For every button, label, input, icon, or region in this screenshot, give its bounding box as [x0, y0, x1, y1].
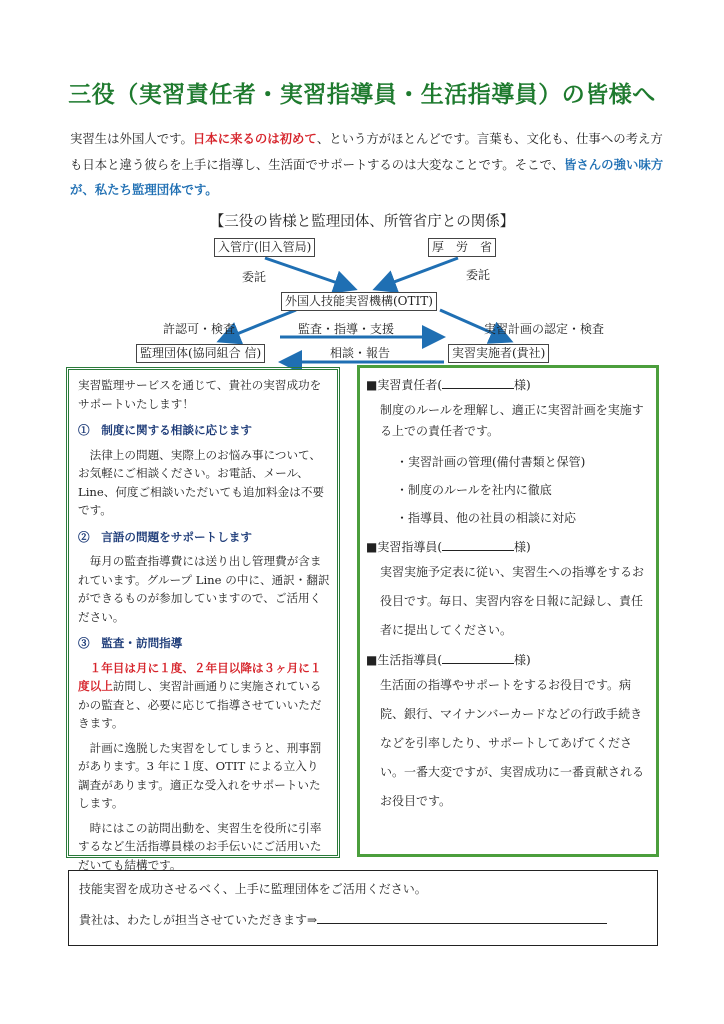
section-audit-text-2: 計画に逸脱した実習をしてしまうと、刑事罰があります。3 年に１度、OTIT による立入り調査があります。適正な受入れをサポートいたします。 — [78, 740, 322, 810]
node-union: 監理団体(協同組合 信) — [136, 344, 265, 363]
contact-line-2-text: 貴社は、わたしが担当させていただきます⇒ — [79, 913, 318, 927]
role-life-advisor-name-field — [442, 651, 514, 664]
label-entrust-right: 委託 — [466, 268, 491, 282]
role-instructor-text: 実習実施予定表に従い、実習生への指導をするお役目です。毎日、実習内容を日報に記録し、責任者に提出してください。 — [380, 565, 645, 637]
node-immigration: 入管庁(旧入管局) — [214, 238, 315, 257]
role-life-advisor-heading — [366, 651, 648, 669]
relationship-arrows — [0, 0, 724, 370]
role-manager-heading — [366, 376, 648, 394]
label-consult: 相談・報告 — [330, 346, 391, 360]
role-life-advisor-text: 生活面の指導やサポートをするお役目です。病院、銀行、マイナンバーカードなどの行政手続きなどを引率したり、サポートしてあげてください。一番大変ですが、実習成功に一番貢献されるお役目です。 — [380, 678, 645, 808]
contact-line-2 — [79, 911, 607, 928]
duty-item: ・実習計画の管理(備付書類と保管) — [396, 455, 586, 469]
section-language-text: 毎月の監査指導費には送り出し管理費が含まれています。グループ Line の中に、通訳・翻訳ができるものが参加していますので、ご活用ください。 — [78, 554, 330, 624]
label-audit: 監査・指導・支援 — [298, 322, 395, 336]
node-otit: 外国人技能実習機構(OTIT) — [281, 292, 437, 311]
role-manager-label: ■実習責任者( — [366, 378, 443, 392]
section-audit-text — [78, 659, 330, 733]
page-title: 三役（実習責任者・実習指導員・生活指導員）の皆様へ — [68, 82, 656, 108]
relationship-heading: 【三役の皆様と監理団体、所管省庁との関係】 — [209, 214, 515, 230]
contact-name-field — [317, 911, 607, 924]
role-instructor-suffix: 様) — [514, 540, 531, 554]
duty-item: ・指導員、他の社員の相談に対応 — [396, 511, 577, 525]
audit-frequency-highlight: １年目は月に１度、２年目以降は３ヶ月に１度以上 — [78, 660, 322, 693]
role-life-advisor-suffix: 様) — [514, 653, 531, 667]
role-manager-name-field — [442, 376, 514, 389]
role-manager-text: 制度のルールを理解し、適正に実習計画を実施する上での責任者です。 — [380, 403, 644, 438]
section-audit-heading: ③ 監査・訪問指導 — [78, 636, 183, 650]
duty-item: ・制度のルールを社内に徹底 — [396, 483, 552, 497]
intro-highlight-red: 日本に来るのは初めて — [192, 131, 317, 146]
intro-text-1: 実習生は外国人です。 — [70, 131, 193, 146]
node-company: 実習実施者(貴社) — [448, 344, 549, 363]
role-manager-suffix: 様) — [514, 378, 531, 392]
three-roles-panel — [357, 365, 659, 857]
role-instructor-label: ■実習指導員( — [366, 540, 443, 554]
contact-box — [68, 870, 658, 946]
role-manager-duties — [366, 448, 648, 532]
audit-text-body: 訪問し、実習計画通りに実施されているかの監査と、必要に応じて指導させていいただきます。 — [78, 679, 322, 730]
node-mhlw: 厚 労 省 — [428, 238, 496, 257]
role-life-advisor-label: ■生活指導員( — [366, 653, 443, 667]
contact-line-1: 技能実習を成功させるべく、上手に監理団体をご活用ください。 — [79, 882, 427, 896]
label-plan: 実習計画の認定・検査 — [484, 322, 605, 336]
role-instructor-heading — [366, 538, 648, 556]
label-approve: 許認可・検査 — [163, 322, 236, 336]
arrow-immigration-to-otit — [265, 258, 352, 288]
intro-highlight-blue: 皆さんの強い味方が、私たち監理団体です。 — [70, 156, 664, 197]
section-consultation-heading: ① 制度に関する相談に応じます — [78, 423, 252, 437]
section-audit-text-3: 時にはこの訪問出動を、実習生を役所に引率するなど生活指導員様のお手伝いにご活用いただいても結構です。 — [78, 820, 322, 872]
section-language-heading: ② 言語の問題をサポートします — [78, 529, 252, 544]
union-services-panel — [66, 367, 340, 872]
section-consultation-text: 法律上の問題、実際上のお悩み事について、お気軽にご相談ください。お電話、メール、Line、何度ご相談いただいても追加料金は不要です。 — [78, 447, 325, 517]
arrow-mhlw-to-otit — [378, 258, 458, 288]
role-instructor-name-field — [442, 538, 514, 551]
services-intro: 実習監理サービスを通じて、貴社の実習成功をサポートいたします！ — [78, 378, 322, 411]
intro-text-2: 、という方がほとんどです。言葉も、文化も、仕事への考え方も日本と違う彼らを上手に指導し、生活面でサポートするのは大変なことです。そこで、 — [70, 131, 663, 172]
label-entrust-left: 委託 — [242, 270, 267, 284]
